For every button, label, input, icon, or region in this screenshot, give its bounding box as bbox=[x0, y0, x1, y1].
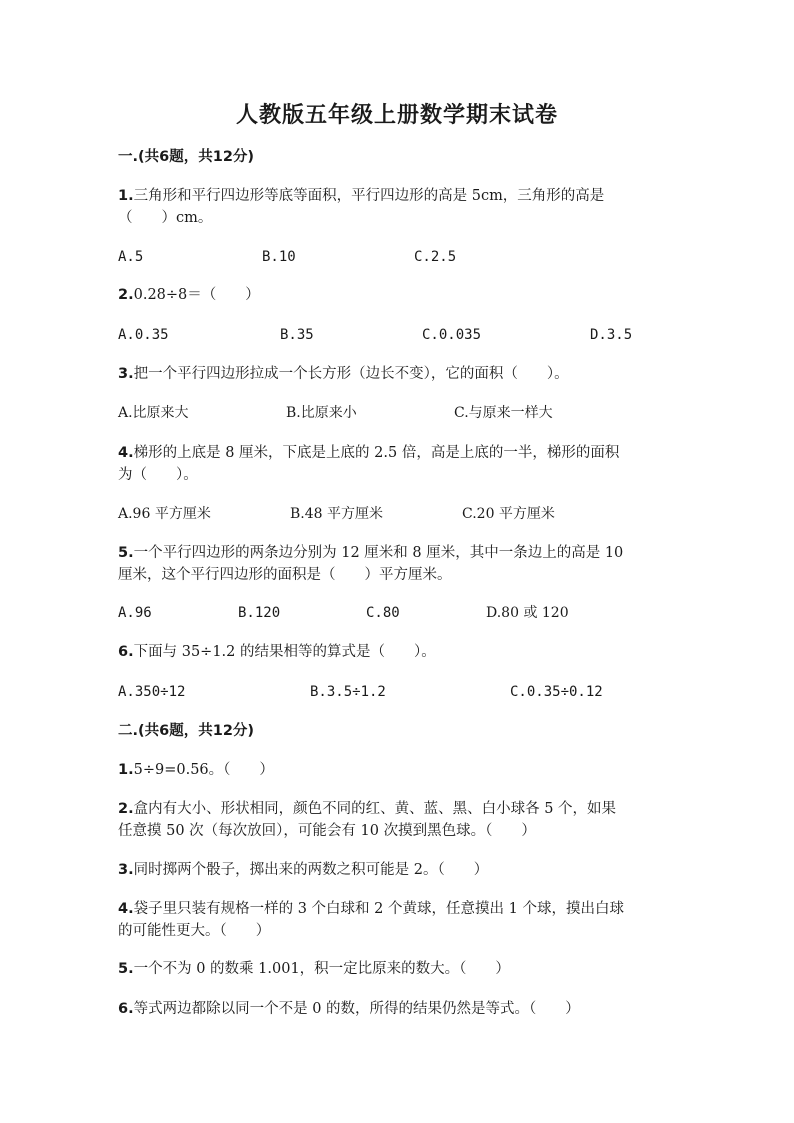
s1-q3-option-b: B.比原来小 bbox=[286, 405, 357, 421]
s1-q3-option-a: A.比原来大 bbox=[118, 405, 189, 421]
s2-q3-line1: 3.同时掷两个骰子，掷出来的两数之积可能是 2。（ ） bbox=[118, 862, 489, 878]
s1-q1-line2: （ ）cm。 bbox=[118, 210, 213, 226]
s1-q2-option-c: C.0.035 bbox=[422, 327, 482, 343]
s1-q4-option-c: C.20 平方厘米 bbox=[462, 506, 555, 522]
s1-q5-option-d: D.80 或 120 bbox=[486, 605, 569, 621]
s1-q2-option-a: A.0.35 bbox=[118, 327, 169, 343]
s1-q6-option-b: B.3.5÷1.2 bbox=[310, 684, 386, 700]
s1-q4-line1: 4.梯形的上底是 8 厘米，下底是上底的 2.5 倍，高是上底的一半，梯形的面积 bbox=[118, 445, 620, 461]
s2-q5-line1: 5.一个不为 0 的数乘 1.001，积一定比原来的数大。（ ） bbox=[118, 961, 510, 977]
s1-q2-option-d: D.3.5 bbox=[590, 327, 633, 343]
s1-q6-option-a: A.350÷12 bbox=[118, 684, 186, 700]
s1-q1-option-b: B.10 bbox=[262, 249, 296, 265]
s2-q6-line1: 6.等式两边都除以同一个不是 0 的数，所得的结果仍然是等式。（ ） bbox=[118, 1001, 580, 1017]
s1-q5-option-b: B.120 bbox=[238, 605, 281, 621]
s1-q1-option-a: A.5 bbox=[118, 249, 144, 265]
s1-q3-line1: 3.把一个平行四边形拉成一个长方形（边长不变），它的面积（ ）。 bbox=[118, 366, 569, 382]
s1-q2-option-b: B.35 bbox=[280, 327, 314, 343]
section-1-heading: 一.(共6题，共12分) bbox=[118, 149, 255, 165]
s2-q4-line2: 的可能性更大。（ ） bbox=[118, 923, 271, 939]
s1-q4-line2: 为（ ）。 bbox=[118, 467, 198, 483]
s1-q6-option-c: C.0.35÷0.12 bbox=[510, 684, 603, 700]
s1-q2-line1: 2.0.28÷8＝（ ） bbox=[118, 287, 260, 303]
s1-q3-option-c: C.与原来一样大 bbox=[454, 405, 553, 421]
s2-q2-line1: 2.盒内有大小、形状相同，颜色不同的红、黄、蓝、黑、白小球各 5 个，如果 bbox=[118, 801, 617, 817]
s1-q4-option-b: B.48 平方厘米 bbox=[290, 506, 384, 522]
s1-q5-option-c: C.80 bbox=[366, 605, 400, 621]
page-title: 人教版五年级上册数学期末试卷 bbox=[235, 102, 558, 128]
s1-q1-line1: 1.三角形和平行四边形等底等面积，平行四边形的高是 5cm，三角形的高是 bbox=[118, 188, 605, 204]
s2-q4-line1: 4.袋子里只装有规格一样的 3 个白球和 2 个黄球，任意摸出 1 个球，摸出白球 bbox=[118, 901, 624, 917]
s1-q1-option-c: C.2.5 bbox=[414, 249, 457, 265]
s1-q5-option-a: A.96 bbox=[118, 605, 152, 621]
s1-q4-option-a: A.96 平方厘米 bbox=[118, 506, 211, 522]
s1-q5-line2: 厘米，这个平行四边形的面积是（ ）平方厘米。 bbox=[118, 567, 452, 583]
s1-q5-line1: 5.一个平行四边形的两条边分别为 12 厘米和 8 厘米，其中一条边上的高是 10 bbox=[118, 545, 624, 561]
section-2-heading: 二.(共6题，共12分) bbox=[118, 723, 255, 739]
s1-q6-line1: 6.下面与 35÷1.2 的结果相等的算式是（ ）。 bbox=[118, 644, 436, 660]
s2-q1-line1: 1.5÷9=0.56。（ ） bbox=[118, 762, 274, 778]
s2-q2-line2: 任意摸 50 次（每次放回），可能会有 10 次摸到黑色球。（ ） bbox=[118, 823, 536, 839]
